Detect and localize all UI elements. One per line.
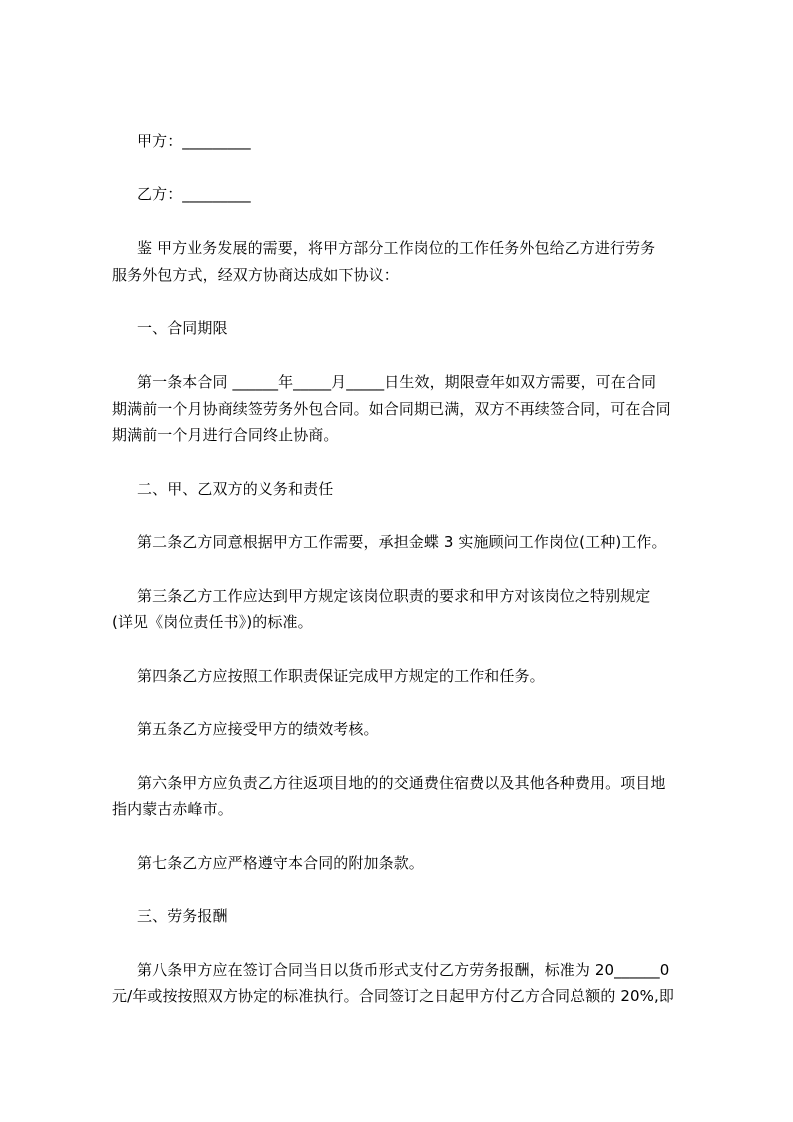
article-5-line: 第五条乙方应接受甲方的绩效考核。 <box>137 720 379 738</box>
section-3-heading: 三、劳务报酬 <box>137 907 228 925</box>
article-1-line-1: 第一条本合同 ______年_____月_____日生效，期限壹年如双方需要，可在合同 <box>137 373 657 391</box>
party-a-line: 甲方：_________ <box>137 132 251 150</box>
article-1-line-2: 期满前一个月协商续签劳务外包合同。如合同期已满，双方不再续签合同，可在合同 <box>112 400 671 418</box>
section-1-heading: 一、合同期限 <box>137 319 228 337</box>
article-3-line-2: (详见《岗位责任书》)的标准。 <box>112 613 313 631</box>
intro-line-1: 鉴 甲方业务发展的需要，将甲方部分工作岗位的工作任务外包给乙方进行劳务 <box>137 239 656 257</box>
article-1-line-3: 期满前一个月进行合同终止协商。 <box>112 426 339 444</box>
section-2-heading: 二、甲、乙双方的义务和责任 <box>137 480 334 498</box>
article-2-line: 第二条乙方同意根据甲方工作需要，承担金蝶 3 实施顾问工作岗位(工种)工作。 <box>137 533 667 551</box>
article-3-line-1: 第三条乙方工作应达到甲方规定该岗位职责的要求和甲方对该岗位之特别规定 <box>137 587 651 605</box>
article-8-line-1: 第八条甲方应在签订合同当日以货币形式支付乙方劳务报酬，标准为 20______0 <box>137 961 670 979</box>
party-b-line: 乙方：_________ <box>137 185 251 203</box>
article-6-line-2: 指内蒙古赤峰市。 <box>112 800 233 818</box>
article-6-line-1: 第六条甲方应负责乙方往返项目地的的交通费住宿费以及其他各种费用。项目地 <box>137 774 666 792</box>
article-8-line-2: 元/年或按按照双方协定的标准执行。合同签订之日起甲方付乙方合同总额的 20%,即 <box>112 987 674 1005</box>
intro-line-2: 服务外包方式，经双方协商达成如下协议： <box>112 266 399 284</box>
article-4-line: 第四条乙方应按照工作职责保证完成甲方规定的工作和任务。 <box>137 667 545 685</box>
article-7-line: 第七条乙方应严格遵守本合同的附加条款。 <box>137 854 424 872</box>
